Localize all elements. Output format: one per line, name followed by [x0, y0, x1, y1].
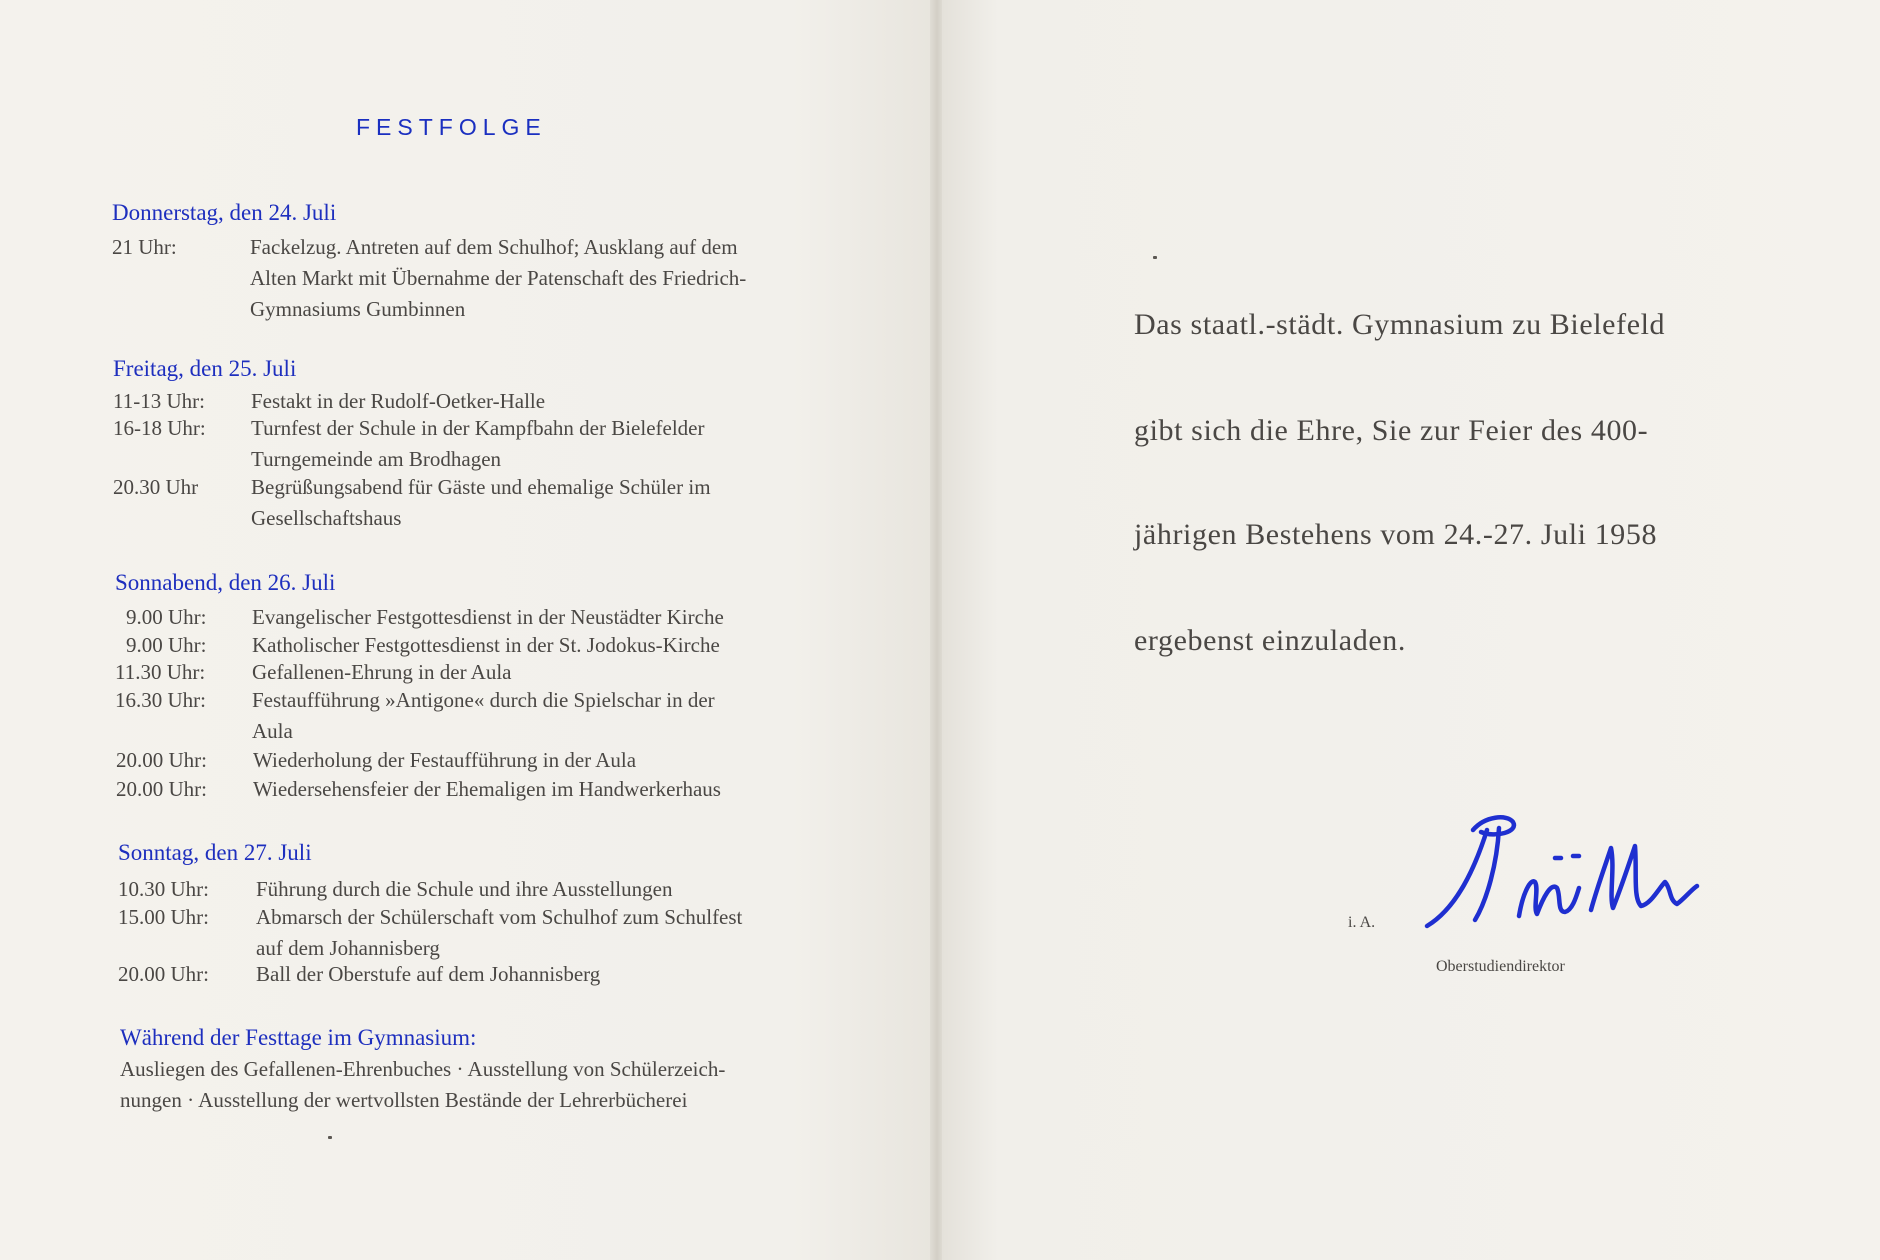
during-note	[120, 1054, 725, 1116]
entry-description: Turngemeinde am Brodhagen	[251, 447, 502, 471]
during-heading: Während der Festtage im Gymnasium:	[120, 1025, 477, 1050]
entry-time: 15.00 Uhr:	[118, 905, 209, 929]
invitation-line: Das staatl.-städt. Gymnasium zu Bielefeld	[1134, 308, 1666, 341]
entry-time: 11.30 Uhr:	[115, 660, 206, 684]
entry-description: Alten Markt mit Übernahme der Patenschaft des Friedrich-	[250, 266, 747, 290]
entry-description: Festaufführung »Antigone« durch die Spielschar in der	[252, 688, 715, 712]
entry-description: Führung durch die Schule und ihre Ausstellungen	[256, 877, 673, 901]
entry-description: auf dem Johannisberg	[256, 936, 440, 960]
entry-time: 16-18 Uhr:	[113, 416, 206, 440]
day-heading-saturday: Sonnabend, den 26. Juli	[115, 570, 336, 595]
program-title: FESTFOLGE	[356, 114, 547, 140]
entry-description: Wiedersehensfeier der Ehemaligen im Handwerkerhaus	[253, 777, 721, 801]
entry-description: Turnfest der Schule in der Kampfbahn der Bielefelder	[251, 416, 705, 440]
invitation-page	[942, 0, 1880, 1260]
signature-title: Oberstudiendirektor	[1436, 958, 1565, 975]
day-heading-friday: Freitag, den 25. Juli	[113, 356, 297, 381]
entry-description: Fackelzug. Antreten auf dem Schulhof; Ausklang auf dem	[250, 235, 738, 259]
entry-description: Ball der Oberstufe auf dem Johannisberg	[256, 962, 601, 986]
invitation-line: gibt sich die Ehre, Sie zur Feier des 400-	[1134, 414, 1649, 447]
entry-description: Wiederholung der Festaufführung in der Aula	[253, 748, 637, 772]
during-line: nungen · Ausstellung der wertvollsten Bestände der Lehrerbücherei	[120, 1088, 688, 1112]
entry-description: Gesellschaftshaus	[251, 506, 402, 530]
entry-description: Gymnasiums Gumbinnen	[250, 297, 466, 321]
signature-prefix: i. A.	[1348, 914, 1376, 931]
entry-time: 10.30 Uhr:	[118, 877, 209, 901]
day-heading-sunday: Sonntag, den 27. Juli	[118, 840, 312, 865]
invitation-line: jährigen Bestehens vom 24.-27. Juli 1958	[1134, 518, 1658, 551]
entry-time: 20.00 Uhr:	[116, 777, 207, 801]
entry-time: 9.00 Uhr:	[126, 605, 207, 629]
entry-description: Gefallenen-Ehrung in der Aula	[252, 660, 512, 684]
day-heading-thursday: Donnerstag, den 24. Juli	[112, 200, 337, 225]
entry-description: Begrüßungsabend für Gäste und ehemalige Schüler im	[251, 475, 711, 499]
entry-time: 16.30 Uhr:	[115, 688, 206, 712]
entry-time: 9.00 Uhr:	[126, 633, 207, 657]
entry-description: Festakt in der Rudolf-Oetker-Halle	[251, 389, 546, 413]
entry-time: 20.00 Uhr:	[118, 962, 209, 986]
entry-description: Aula	[252, 719, 293, 743]
entry-time: 11-13 Uhr:	[113, 389, 205, 413]
entry-time: 20.30 Uhr	[113, 475, 199, 499]
entry-time: 20.00 Uhr:	[116, 748, 207, 772]
entry-description: Katholischer Festgottesdienst in der St. Jodokus-Kirche	[252, 633, 720, 657]
invitation-line: ergebenst einzuladen.	[1134, 624, 1406, 657]
handwritten-signature	[1415, 808, 1705, 948]
paper-speck	[328, 1136, 332, 1139]
entry-description: Abmarsch der Schülerschaft vom Schulhof zum Schulfest	[256, 905, 743, 929]
entry-description: Evangelischer Festgottesdienst in der Neustädter Kirche	[252, 605, 724, 629]
during-line: Ausliegen des Gefallenen-Ehrenbuches · Ausstellung von Schülerzeich-	[120, 1057, 726, 1081]
entry-time: 21 Uhr:	[112, 235, 177, 259]
paper-speck	[1153, 256, 1157, 259]
